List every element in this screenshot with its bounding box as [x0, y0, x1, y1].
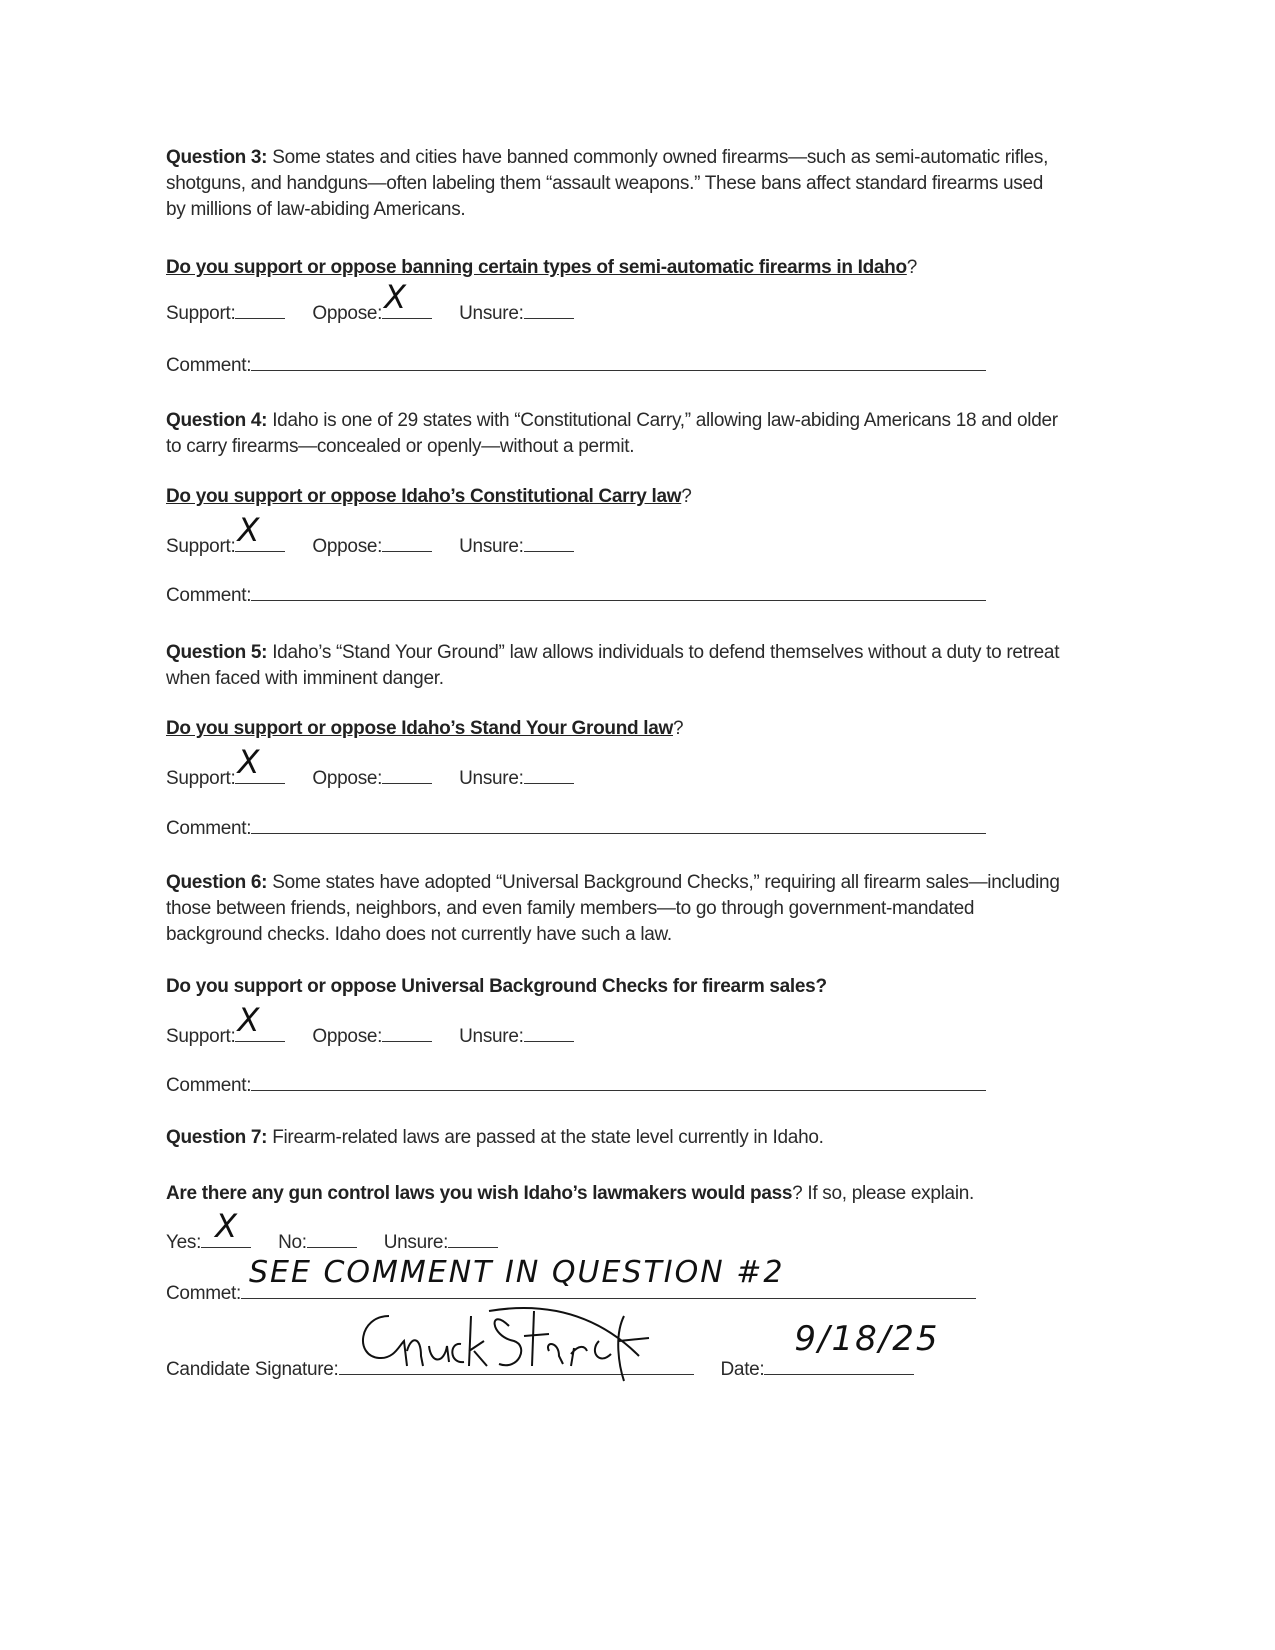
question-4-text: [166, 408, 1066, 460]
yes-mark: X: [215, 1207, 237, 1245]
comment-field[interactable]: [251, 815, 986, 834]
unsure-label: Unsure:: [459, 768, 524, 789]
question-label: Question 4:: [166, 410, 268, 431]
heading-text: Are there any gun control laws you wish Idaho’s lawmakers would pass: [166, 1183, 793, 1204]
no-blank[interactable]: [307, 1229, 357, 1248]
question-body: Some states and cities have banned commonly owned firearms—such as semi-automatic rifles, shotguns, and handguns—often labeling them “assault weapons.” These bans affect standard firearms used by millions of law-abiding Americans.: [166, 147, 1049, 220]
question-label: Question 7:: [166, 1127, 268, 1148]
support-label: Support:: [166, 1026, 236, 1047]
question-7-text: [166, 1125, 1066, 1151]
heading-text: Do you support or oppose Idaho’s Stand Your Ground law: [166, 718, 674, 739]
question-6-heading: [166, 974, 1066, 1000]
question-body: Idaho is one of 29 states with “Constitutional Carry,” allowing law-abiding Americans 18 and older to carry firearms—concealed or openly—without a permit.: [166, 410, 1058, 457]
comment-field[interactable]: [251, 352, 986, 371]
oppose-blank[interactable]: [382, 1023, 432, 1042]
support-blank[interactable]: [235, 300, 285, 319]
comment-label: Comment:: [166, 355, 252, 376]
heading-suffix: ? If so, please explain.: [792, 1183, 974, 1204]
question-5-heading: [166, 716, 1066, 742]
question-5-options: [166, 743, 1066, 792]
question-3-heading: [166, 255, 1066, 281]
question-4-heading: [166, 484, 1066, 510]
no-label: No:: [278, 1232, 307, 1253]
oppose-mark: X: [384, 278, 406, 316]
question-3-comment: [166, 352, 1066, 379]
handwritten-signature: [349, 1296, 679, 1386]
question-5-comment: [166, 815, 1066, 842]
support-blank[interactable]: [235, 511, 285, 552]
support-label: Support:: [166, 303, 236, 324]
question-6-text: [166, 870, 1066, 948]
question-3-text: [166, 145, 1066, 223]
unsure-label: Unsure:: [459, 1026, 524, 1047]
unsure-blank[interactable]: [448, 1229, 498, 1248]
unsure-label: Unsure:: [459, 536, 524, 557]
support-blank[interactable]: [235, 1001, 285, 1042]
support-mark: X: [237, 1001, 260, 1039]
date-value: 9/18/25: [794, 1319, 940, 1359]
question-label: Question 3:: [166, 147, 268, 168]
heading-suffix: ?: [673, 718, 684, 739]
unsure-blank[interactable]: [524, 300, 574, 319]
signature-row: [166, 1319, 1066, 1383]
comment-field[interactable]: [251, 582, 986, 601]
oppose-label: Oppose:: [312, 768, 383, 789]
support-label: Support:: [166, 768, 236, 789]
heading-text: Do you support or oppose banning certain types of semi-automatic firearms in Idaho: [166, 257, 907, 278]
unsure-label: Unsure:: [459, 303, 524, 324]
support-blank[interactable]: [235, 743, 285, 784]
date-label: Date:: [720, 1359, 765, 1380]
unsure-blank[interactable]: [524, 765, 574, 784]
comment-label: Comment:: [166, 1075, 252, 1096]
question-4-options: [166, 511, 1066, 560]
oppose-blank[interactable]: [382, 533, 432, 552]
question-3-options: [166, 278, 1066, 327]
support-mark: X: [237, 511, 260, 549]
comment-label: Commet:: [166, 1283, 241, 1304]
question-5-text: [166, 640, 1066, 692]
heading-suffix: ?: [681, 486, 692, 507]
comment-label: Comment:: [166, 585, 252, 606]
heading-text: Do you support or oppose Universal Background Checks for firearm sales?: [166, 976, 827, 997]
yes-blank[interactable]: [201, 1207, 251, 1248]
unsure-label: Unsure:: [383, 1232, 449, 1253]
yes-label: Yes:: [166, 1232, 202, 1253]
question-6-options: [166, 1001, 1066, 1050]
heading-suffix: ?: [906, 257, 918, 278]
comment-field[interactable]: [251, 1072, 986, 1091]
oppose-blank[interactable]: [382, 278, 432, 319]
question-label: Question 5:: [166, 642, 268, 663]
question-body: Firearm-related laws are passed at the state level currently in Idaho.: [267, 1127, 824, 1148]
support-label: Support:: [166, 536, 236, 557]
question-7-options: [166, 1207, 1066, 1256]
question-label: Question 6:: [166, 872, 268, 893]
oppose-blank[interactable]: [382, 765, 432, 784]
question-6-comment: [166, 1072, 1066, 1099]
oppose-label: Oppose:: [312, 536, 383, 557]
oppose-label: Oppose:: [312, 303, 383, 324]
question-body: Idaho’s “Stand Your Ground” law allows individuals to defend themselves without a duty to retreat when faced with imminent danger.: [166, 642, 1060, 689]
signature-label: Candidate Signature:: [166, 1359, 339, 1380]
comment-label: Comment:: [166, 818, 252, 839]
comment-value: SEE COMMENT IN QUESTION #2: [248, 1255, 785, 1290]
question-4-comment: [166, 582, 1066, 609]
unsure-blank[interactable]: [524, 533, 574, 552]
oppose-label: Oppose:: [312, 1026, 383, 1047]
question-body: Some states have adopted “Universal Background Checks,” requiring all firearm sales—including those between friends, neighbors, and even family members—to go through government-mandated background checks. Idaho does not currently have such a law.: [166, 872, 1060, 945]
date-field[interactable]: [764, 1319, 940, 1375]
signature-field[interactable]: [339, 1356, 694, 1375]
heading-text: Do you support or oppose Idaho’s Constitutional Carry law: [166, 486, 682, 507]
question-7-heading: [166, 1181, 1066, 1207]
unsure-blank[interactable]: [524, 1023, 574, 1042]
support-mark: X: [237, 743, 260, 781]
